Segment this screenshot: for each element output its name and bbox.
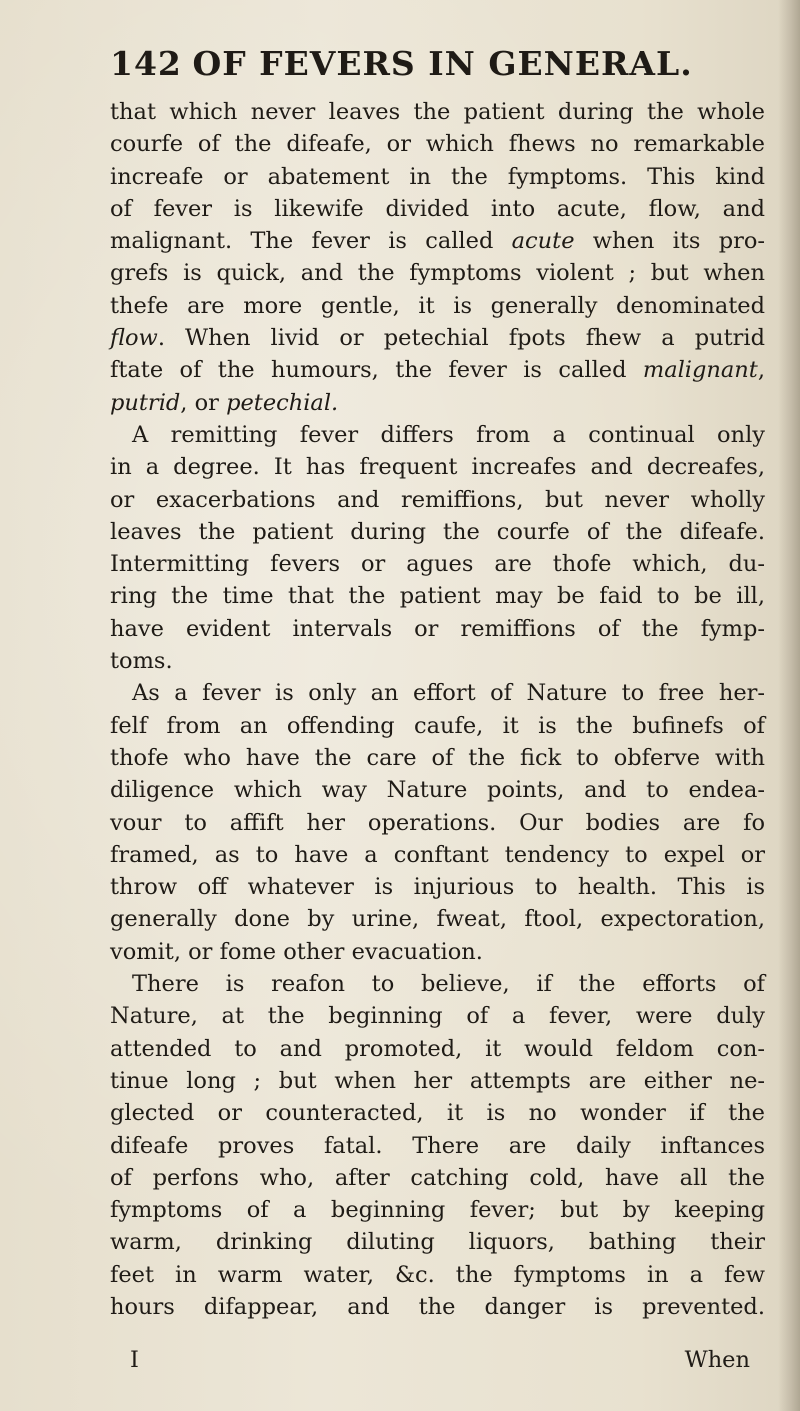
text-segment: Nature, at the beginning of a fever, were duly	[110, 1003, 765, 1030]
text-line	[110, 451, 765, 483]
text-line	[110, 1000, 765, 1032]
text-line	[110, 677, 765, 709]
text-segment: difeafe proves fatal. There are daily inftances	[110, 1132, 765, 1159]
text-segment: . When livid or petechial fpots fhew a putrid	[157, 325, 765, 352]
text-line	[110, 484, 765, 516]
text-line	[110, 1259, 765, 1291]
text-segment: have evident intervals or remiffions of the fymp-	[110, 615, 765, 642]
text-segment: grefs is quick, and the fymptoms violent ; but when	[110, 260, 765, 287]
text-line	[110, 516, 765, 548]
text-segment: courfe of the difeafe, or which fhews no remarkable	[110, 131, 765, 158]
text-segment: ring the time that the patient may be faid to be ill,	[110, 583, 765, 610]
body-text	[110, 96, 765, 1323]
text-segment: when its pro-	[574, 228, 765, 255]
text-line	[110, 128, 765, 160]
text-line	[110, 871, 765, 903]
text-line	[110, 613, 765, 645]
italic-text-segment: putrid	[110, 389, 181, 416]
text-line	[110, 96, 765, 128]
page-footer	[130, 1347, 750, 1381]
running-title: OF FEVERS IN GENERAL.	[192, 44, 693, 83]
text-segment: toms.	[110, 648, 173, 675]
catchword: When	[684, 1347, 750, 1373]
text-segment: There is reafon to believe, if the efforts of	[132, 971, 765, 998]
text-line	[110, 1226, 765, 1258]
text-segment: attended to and promoted, it would feldom con-	[110, 1035, 765, 1062]
text-line	[110, 580, 765, 612]
text-segment: ,	[757, 357, 765, 384]
text-line	[110, 807, 765, 839]
text-segment: of perfons who, after catching cold, have all the	[110, 1164, 765, 1191]
text-segment: leaves the patient during the courfe of the difeafe.	[110, 518, 765, 545]
text-segment: fymptoms of a beginning fever; but by keeping	[110, 1197, 765, 1224]
text-segment: feet in warm water, &c. the fymptoms in a few	[110, 1261, 765, 1288]
italic-text-segment: malignant	[642, 357, 758, 384]
text-line	[110, 193, 765, 225]
text-line	[110, 387, 765, 419]
text-line	[110, 322, 765, 354]
text-segment: of fever is likewife divided into acute, flow, and	[110, 195, 765, 222]
italic-text-segment: flow	[110, 325, 158, 352]
text-segment: thefe are more gentle, it is generally denominated	[110, 292, 765, 319]
text-line	[110, 742, 765, 774]
text-line	[110, 1033, 765, 1065]
text-segment: , or	[180, 389, 227, 416]
text-line	[110, 1291, 765, 1323]
text-segment: framed, as to have a conftant tendency to expel or	[110, 841, 765, 868]
text-line	[110, 1097, 765, 1129]
text-segment: or exacerbations and remiffions, but never wholly	[110, 486, 765, 513]
italic-text-segment: acute	[511, 228, 575, 255]
text-line	[110, 645, 765, 677]
text-segment: ftate of the humours, the fever is called	[110, 357, 643, 384]
text-segment: warm, drinking diluting liquors, bathing their	[110, 1229, 765, 1256]
italic-text-segment: petechial.	[226, 389, 339, 416]
text-line	[110, 774, 765, 806]
text-segment: felf from an offending caufe, it is the bufinefs of	[110, 712, 765, 739]
text-segment: increafe or abatement in the fymptoms. This kind	[110, 163, 765, 190]
text-segment: vour to affift her operations. Our bodies are fo	[110, 809, 765, 836]
text-line	[110, 710, 765, 742]
text-segment: Intermitting fevers or agues are thofe which, du-	[110, 551, 765, 578]
text-line	[110, 354, 765, 386]
text-line	[110, 290, 765, 322]
text-line	[110, 1065, 765, 1097]
text-segment: vomit, or fome other evacuation.	[110, 938, 483, 965]
text-line	[110, 548, 765, 580]
text-segment: As a fever is only an effort of Nature to free her-	[132, 680, 765, 707]
text-segment: that which never leaves the patient during the whole	[110, 99, 765, 125]
text-line	[110, 1162, 765, 1194]
text-line	[110, 936, 765, 968]
text-line	[110, 225, 765, 257]
text-line	[110, 419, 765, 451]
text-line	[110, 257, 765, 289]
text-segment: hours difappear, and the danger is prevented.	[110, 1293, 765, 1320]
text-line	[110, 968, 765, 1000]
text-line	[110, 839, 765, 871]
text-segment: diligence which way Nature points, and to endea-	[110, 777, 765, 804]
text-segment: generally done by urine, fweat, ftool, expectoration,	[110, 906, 765, 933]
text-line	[110, 903, 765, 935]
text-segment: A remitting fever differs from a continual only	[132, 421, 765, 448]
page-edge-shadow	[778, 0, 800, 1411]
text-segment: throw off whatever is injurious to health. This is	[110, 874, 765, 901]
text-line	[110, 1130, 765, 1162]
text-segment: malignant. The fever is called	[110, 228, 512, 255]
page-number: 142	[110, 44, 182, 83]
text-segment: tinue long ; but when her attempts are either ne-	[110, 1067, 765, 1094]
signature-mark: I	[130, 1347, 139, 1373]
text-segment: in a degree. It has frequent increafes and decreafes,	[110, 454, 765, 481]
text-segment: glected or counteracted, it is no wonder if the	[110, 1100, 765, 1127]
text-line	[110, 1194, 765, 1226]
text-line	[110, 161, 765, 193]
running-header	[110, 44, 750, 90]
text-segment: thofe who have the care of the fick to obferve with	[110, 744, 765, 771]
